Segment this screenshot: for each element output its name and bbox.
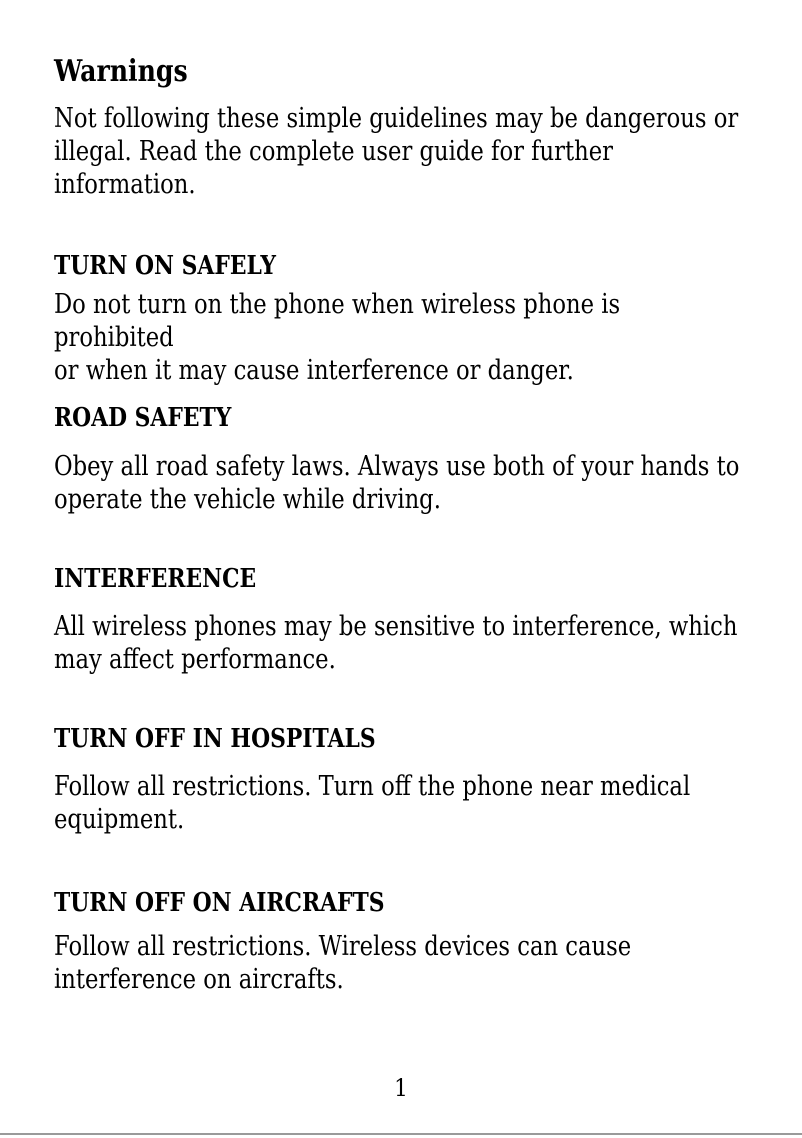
section-text-turn-off-in-hospitals [54, 770, 743, 836]
section-text-road-safety [54, 450, 743, 516]
text-line: or when it may cause interference or danger. [54, 355, 574, 386]
page-number: 1 [394, 1074, 408, 1102]
section-text-interference [54, 610, 743, 676]
page-title: Warnings [54, 54, 188, 89]
intro-paragraph [54, 102, 743, 201]
section-heading-interference: INTERFERENCE [54, 564, 257, 594]
text-line: All wireless phones may be sensitive to interference, which [54, 611, 738, 642]
text-line: may affect performance. [54, 644, 336, 675]
section-text-turn-off-on-aircrafts [54, 930, 743, 996]
intro-line: information. [54, 169, 196, 200]
text-line: equipment. [54, 804, 185, 835]
intro-line: Not following these simple guidelines may be dangerous or [54, 103, 739, 134]
text-line: interference on aircrafts. [54, 964, 344, 995]
bottom-divider [0, 1133, 802, 1135]
text-line: Follow all restrictions. Wireless devices can cause [54, 931, 632, 962]
text-line: Follow all restrictions. Turn off the phone near medical [54, 771, 691, 802]
intro-line: illegal. Read the complete user guide for further [54, 136, 613, 167]
section-heading-road-safety: ROAD SAFETY [54, 403, 232, 433]
section-text-turn-on-safely [54, 288, 743, 387]
section-heading-turn-off-in-hospitals: TURN OFF IN HOSPITALS [54, 724, 376, 754]
text-line: Do not turn on the phone when wireless phone is prohibited [54, 289, 621, 353]
section-heading-turn-off-on-aircrafts: TURN OFF ON AIRCRAFTS [54, 888, 385, 918]
text-line: Obey all road safety laws. Always use both of your hands to [54, 451, 740, 482]
text-line: operate the vehicle while driving. [54, 484, 441, 515]
section-heading-turn-on-safely: TURN ON SAFELY [54, 251, 277, 281]
